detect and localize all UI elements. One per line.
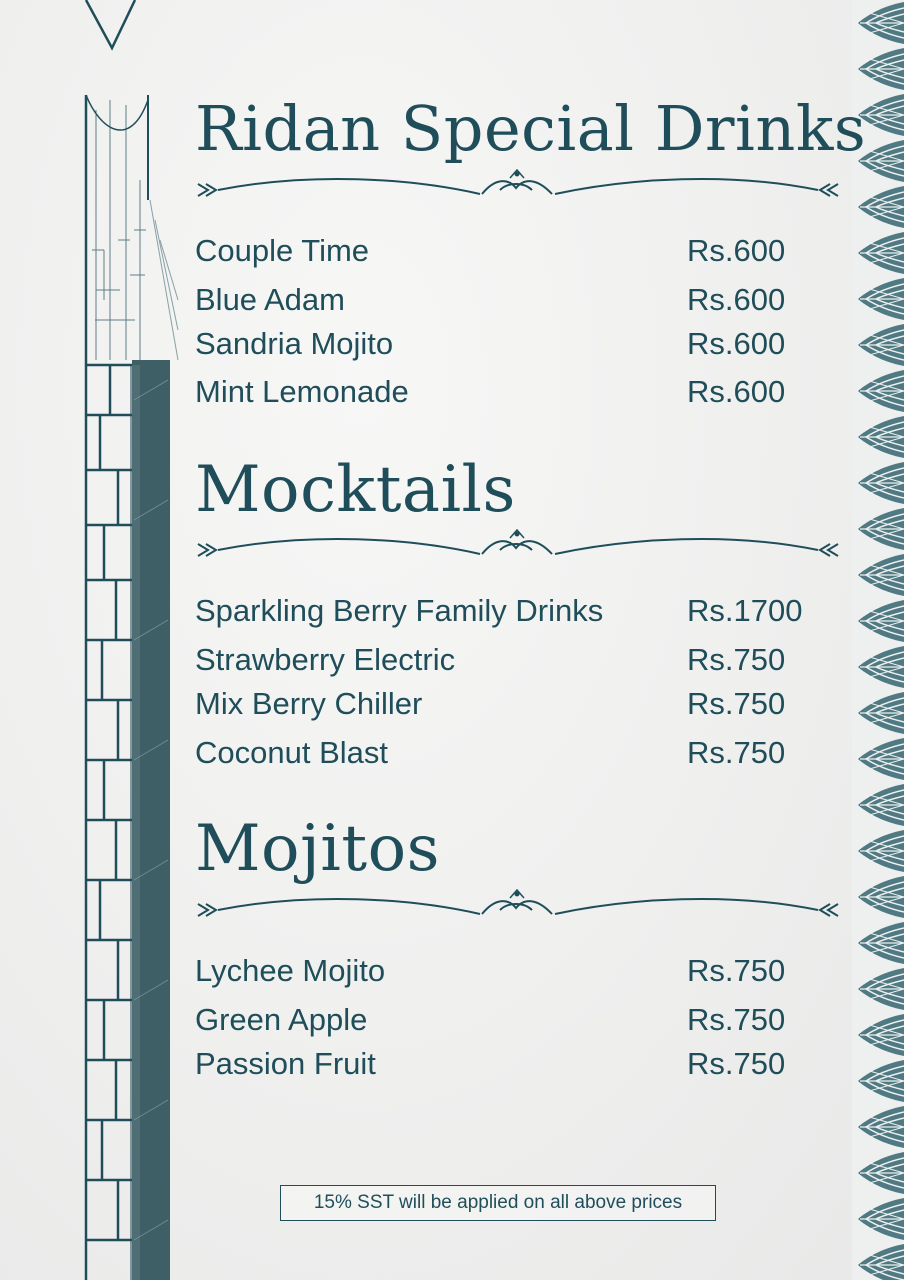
item-price: Rs.750: [687, 953, 786, 988]
item-name: Sandria Mojito: [195, 326, 394, 361]
item-price: Rs.600: [687, 233, 786, 268]
item-price: Rs.750: [687, 642, 786, 677]
item-price: Rs.750: [687, 686, 786, 721]
item-name: Passion Fruit: [195, 1046, 376, 1081]
menu-item: [195, 374, 795, 414]
section-heading-special-drinks: Ridan Special Drinks: [195, 92, 867, 165]
item-price: Rs.750: [687, 1002, 786, 1037]
item-name: Mint Lemonade: [195, 374, 409, 409]
item-name: Lychee Mojito: [195, 953, 386, 988]
menu-item: [195, 1046, 795, 1086]
menu-item: [195, 953, 795, 993]
tax-note: 15% SST will be applied on all above prices: [280, 1185, 716, 1221]
item-name: Couple Time: [195, 233, 370, 268]
menu-item: [195, 686, 795, 726]
menu-item: [195, 326, 795, 366]
item-price: Rs.750: [687, 1046, 786, 1081]
item-name: Sparkling Berry Family Drinks: [195, 593, 604, 628]
item-price: Rs.1700: [687, 593, 803, 628]
item-price: Rs.600: [687, 374, 786, 409]
item-name: Green Apple: [195, 1002, 368, 1037]
menu-item: [195, 233, 795, 273]
flourish-divider-icon: [190, 168, 845, 208]
item-price: Rs.750: [687, 735, 786, 770]
flourish-divider-icon: [190, 888, 845, 928]
menu-item: [195, 1002, 795, 1042]
item-name: Coconut Blast: [195, 735, 388, 770]
item-name: Strawberry Electric: [195, 642, 456, 677]
item-name: Mix Berry Chiller: [195, 686, 423, 721]
item-price: Rs.600: [687, 326, 786, 361]
item-price: Rs.600: [687, 282, 786, 317]
flourish-divider-icon: [190, 528, 845, 568]
menu-item: [195, 735, 795, 775]
section-heading-mocktails: Mocktails: [195, 453, 516, 527]
tower-illustration-icon: [0, 0, 180, 1280]
menu-item: [195, 642, 795, 682]
section-heading-mojitos: Mojitos: [195, 812, 440, 886]
menu-item: [195, 593, 803, 633]
item-name: Blue Adam: [195, 282, 345, 317]
fan-ornament-border-icon: [852, 0, 904, 1280]
menu-item: [195, 282, 795, 322]
